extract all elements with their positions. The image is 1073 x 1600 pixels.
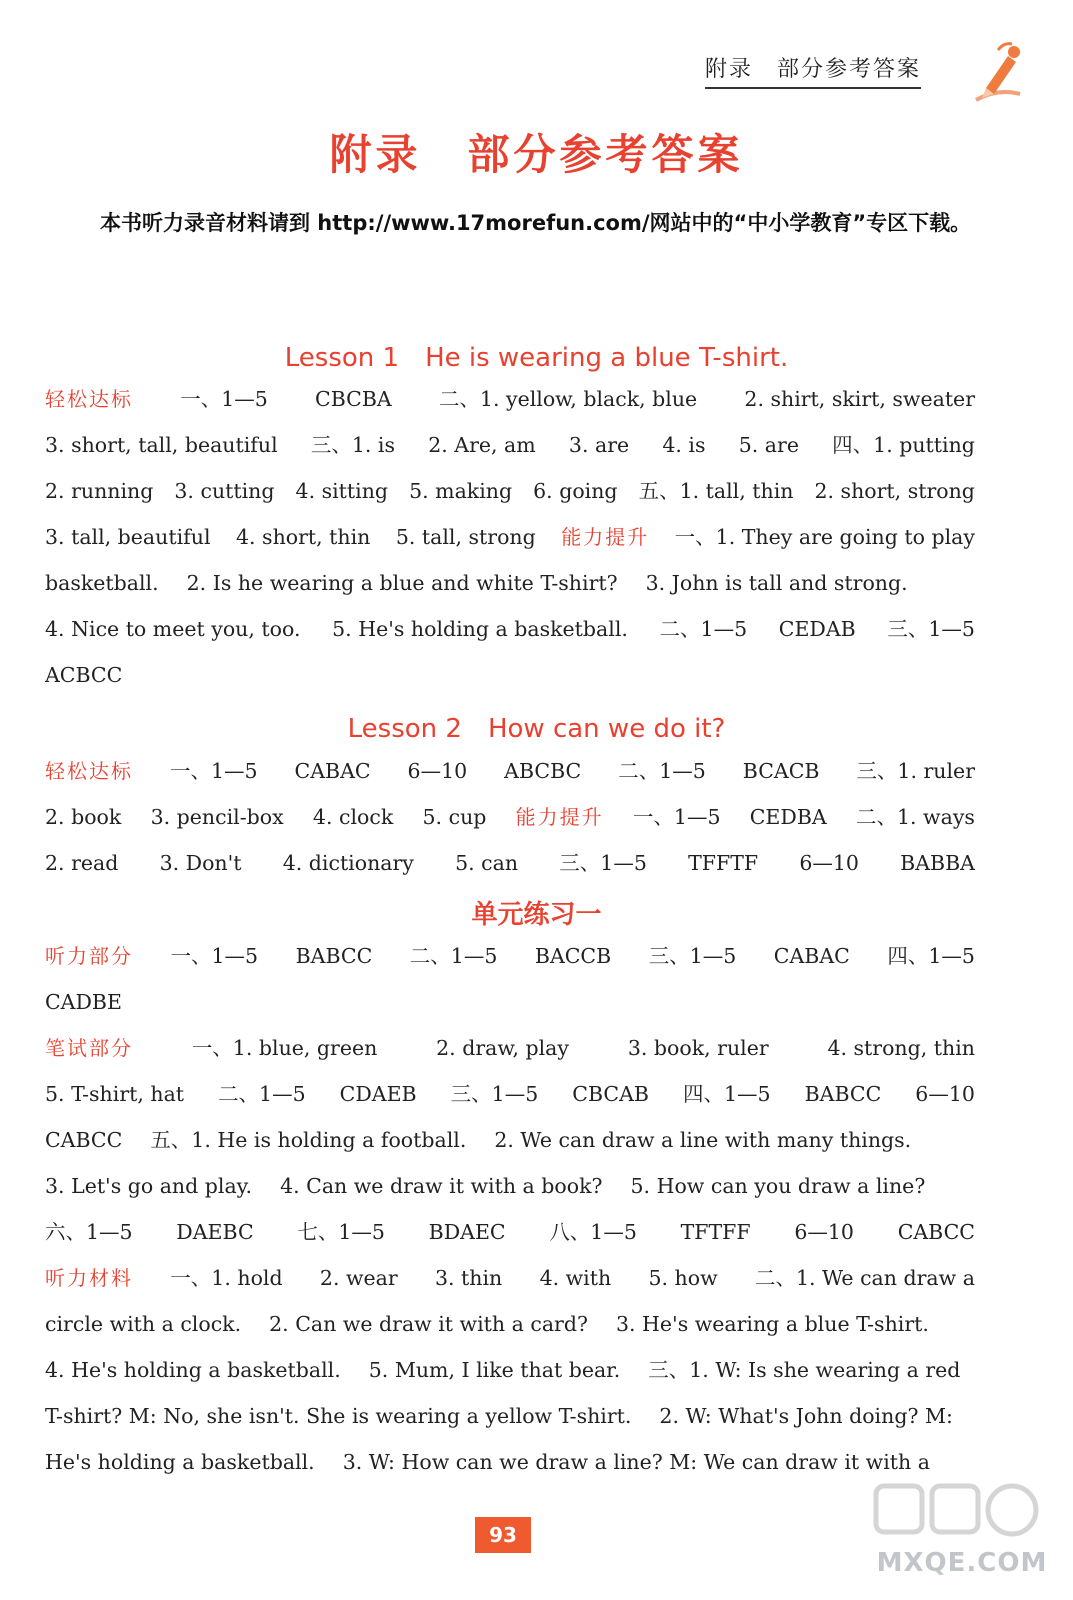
answer-segment: CEDAB	[778, 617, 856, 641]
answer-segment: 5. Mum, I like that bear.	[368, 1358, 621, 1382]
answer-segment: 三、1. is	[310, 433, 395, 457]
answer-segment: 4. strong, thin	[827, 1036, 975, 1060]
answer-segment: BDAEC	[428, 1220, 506, 1244]
answer-segment: 4. dictionary	[282, 851, 414, 875]
answer-segment: 4. with	[539, 1266, 612, 1290]
answer-segment: 四、1—5	[682, 1082, 771, 1106]
answer-segment: 5. can	[455, 851, 519, 875]
answer-segment: 3. John is tall and strong.	[645, 571, 908, 595]
answer-segment: BABCC	[295, 944, 373, 968]
answer-segment: 5. making	[409, 479, 513, 503]
answer-segment: 2. We can draw a line with many things.	[494, 1128, 912, 1152]
answer-segment: 6—10	[799, 851, 859, 875]
answer-segment: 5. how	[648, 1266, 718, 1290]
answer-segment: 5. are	[738, 433, 799, 457]
answer-segment: 5. How can you draw a line?	[630, 1174, 926, 1198]
answer-segment: 6—10	[915, 1082, 975, 1106]
answer-segment: 3. book, ruler	[627, 1036, 769, 1060]
answer-segment: 六、1—5	[45, 1220, 133, 1244]
answer-segment: 三、1—5	[450, 1082, 539, 1106]
answer-line	[45, 560, 975, 606]
answer-segment: 4. is	[662, 433, 706, 457]
answer-segment: 3. cutting	[174, 479, 275, 503]
answer-line	[45, 1117, 975, 1163]
answer-segment: 二、1—5	[618, 759, 706, 783]
page-number: 93	[475, 1517, 531, 1553]
answer-line	[45, 840, 975, 886]
answer-line	[45, 933, 975, 979]
answer-segment: 三、1—5	[887, 617, 975, 641]
answer-segment: basketball.	[45, 571, 159, 595]
answer-line	[45, 514, 975, 560]
answer-line	[45, 376, 975, 422]
lesson1-answers	[45, 376, 975, 698]
answer-segment: ACBCC	[45, 663, 123, 687]
answer-segment: 一、1—5	[170, 944, 259, 968]
answer-line	[45, 422, 975, 468]
answer-segment: 二、1—5	[218, 1082, 306, 1106]
answer-segment: 4. short, thin	[235, 525, 371, 549]
answer-segment: CABAC	[773, 944, 850, 968]
answer-line	[45, 1347, 975, 1393]
answer-segment: 二、1—5	[409, 944, 498, 968]
answer-segment: 3. Let's go and play.	[45, 1174, 253, 1198]
answer-segment: 3. thin	[434, 1266, 503, 1290]
answer-segment: 一、1—5	[180, 387, 268, 411]
lesson1-heading: Lesson 1 He is wearing a blue T-shirt.	[284, 343, 789, 373]
answer-segment: 5. cup	[422, 805, 487, 829]
answer-segment: 3. pencil-box	[150, 805, 284, 829]
section-label: 笔试部分	[45, 1036, 133, 1060]
answer-segment: BCACB	[742, 759, 820, 783]
answer-segment: 6—10	[794, 1220, 854, 1244]
answer-segment: 二、1. We can draw a	[754, 1266, 975, 1290]
answer-segment: BABCC	[804, 1082, 882, 1106]
answer-line	[45, 1163, 975, 1209]
answer-segment: CABCC	[897, 1220, 975, 1244]
lesson2-heading: Lesson 2 How can we do it?	[347, 714, 726, 744]
unit1-heading: 单元练习一	[471, 900, 602, 930]
answer-segment: 四、1. putting	[832, 433, 975, 457]
answer-segment: 二、1. yellow, black, blue	[438, 387, 698, 411]
answer-segment: CBCAB	[572, 1082, 649, 1106]
answer-segment: CBCBA	[315, 387, 392, 411]
answer-segment: DAEBC	[176, 1220, 254, 1244]
answer-segment: 一、1—5	[169, 759, 258, 783]
answer-segment: He's holding a basketball.	[45, 1450, 315, 1474]
answer-line	[45, 1025, 975, 1071]
answer-segment: CABAC	[294, 759, 371, 783]
answer-segment: 3. He's wearing a blue T-shirt.	[615, 1312, 929, 1336]
answer-line	[45, 794, 975, 840]
answer-segment: 3. short, tall, beautiful	[45, 433, 278, 457]
answer-segment: 2. Is he wearing a blue and white T-shirt?	[186, 571, 618, 595]
answer-segment: 4. He's holding a basketball.	[45, 1358, 341, 1382]
answer-segment: 2. Are, am	[428, 433, 536, 457]
answer-line	[45, 1439, 975, 1485]
answer-segment: 一、1. blue, green	[191, 1036, 378, 1060]
answer-line	[45, 979, 975, 1025]
answer-segment: 2. wear	[319, 1266, 398, 1290]
answer-segment: 4. sitting	[295, 479, 389, 503]
answer-segment: 2. short, strong	[814, 479, 975, 503]
answer-segment: 一、1. They are going to play	[674, 525, 975, 549]
answer-segment: 4. Can we draw it with a book?	[280, 1174, 603, 1198]
answer-segment: 五、1. He is holding a football.	[150, 1128, 467, 1152]
answer-segment: 二、1—5	[659, 617, 748, 641]
section-label: 能力提升	[515, 805, 604, 829]
answer-segment: 5. T-shirt, hat	[45, 1082, 185, 1106]
answer-segment: 2. book	[45, 805, 122, 829]
section-label: 能力提升	[561, 525, 650, 549]
answer-segment: 2. Can we draw it with a card?	[269, 1312, 588, 1336]
answer-line	[45, 1071, 975, 1117]
page-title: 附录 部分参考答案	[329, 130, 744, 179]
section-label: 轻松达标	[45, 387, 133, 411]
answer-segment: TFTFF	[680, 1220, 751, 1244]
section-label: 听力材料	[45, 1266, 133, 1290]
unit1-answers	[45, 933, 975, 1485]
answer-segment: CDAEB	[339, 1082, 417, 1106]
section-label: 轻松达标	[45, 759, 133, 783]
answer-segment: 四、1—5	[887, 944, 975, 968]
answer-line	[45, 1393, 975, 1439]
answer-segment: 七、1—5	[297, 1220, 385, 1244]
answer-segment: 4. Nice to meet you, too.	[45, 617, 301, 641]
answer-segment: 三、1—5	[559, 851, 647, 875]
answer-segment: 6—10	[407, 759, 468, 783]
answer-segment: 2. W: What's John doing? M:	[659, 1404, 953, 1428]
answer-segment: 一、1—5	[632, 805, 721, 829]
answer-segment: 5. tall, strong	[395, 525, 536, 549]
answer-line	[45, 468, 975, 514]
answer-segment: T-shirt? M: No, she isn't. She is wearing a yellow T-shirt.	[45, 1404, 632, 1428]
answer-segment: circle with a clock.	[45, 1312, 242, 1336]
answer-line	[45, 606, 975, 652]
answer-segment: CADBE	[45, 990, 122, 1014]
answer-segment: 三、1. W: Is she wearing a red	[648, 1358, 961, 1382]
answer-segment: CEDBA	[749, 805, 827, 829]
answer-segment: 2. shirt, skirt, sweater	[744, 387, 975, 411]
answer-segment: ABCBC	[504, 759, 582, 783]
pencil-mascot-icon	[968, 38, 1028, 108]
answer-line	[45, 652, 975, 698]
answer-line	[45, 1255, 975, 1301]
answer-segment: 一、1. hold	[170, 1266, 283, 1290]
intro-paragraph: 本书听力录音材料请到 http://www.17morefun.com/网站中的“中小学教育”专区下载。	[100, 211, 972, 235]
answer-segment: 2. draw, play	[436, 1036, 569, 1060]
answer-segment: BABBA	[900, 851, 975, 875]
answer-line	[45, 748, 975, 794]
answer-line	[45, 1209, 975, 1255]
answer-segment: 三、1. ruler	[856, 759, 975, 783]
answer-segment: 5. He's holding a basketball.	[332, 617, 628, 641]
answer-segment: TFFTF	[688, 851, 759, 875]
answer-line	[45, 1301, 975, 1347]
answer-segment: CABCC	[45, 1128, 123, 1152]
answer-segment: 3. are	[568, 433, 630, 457]
watermark-text: MXQE.COM	[876, 1548, 1048, 1578]
answer-segment: 3. W: How can we draw a line? M: We can draw it with a	[342, 1450, 930, 1474]
answer-segment: BACCB	[534, 944, 612, 968]
section-label: 听力部分	[45, 944, 133, 968]
answer-segment: 3. Don't	[159, 851, 242, 875]
answer-segment: 五、1. tall, thin	[638, 479, 794, 503]
answer-segment: 2. read	[45, 851, 119, 875]
answer-segment: 二、1. ways	[855, 805, 975, 829]
running-header: 附录 部分参考答案	[705, 52, 921, 89]
lesson2-answers	[45, 748, 975, 886]
answer-segment: 三、1—5	[648, 944, 737, 968]
answer-segment: 2. running	[45, 479, 154, 503]
answer-segment: 3. tall, beautiful	[45, 525, 211, 549]
answer-segment: 4. clock	[312, 805, 394, 829]
answer-segment: 八、1—5	[549, 1220, 637, 1244]
answer-segment: 6. going	[533, 479, 618, 503]
